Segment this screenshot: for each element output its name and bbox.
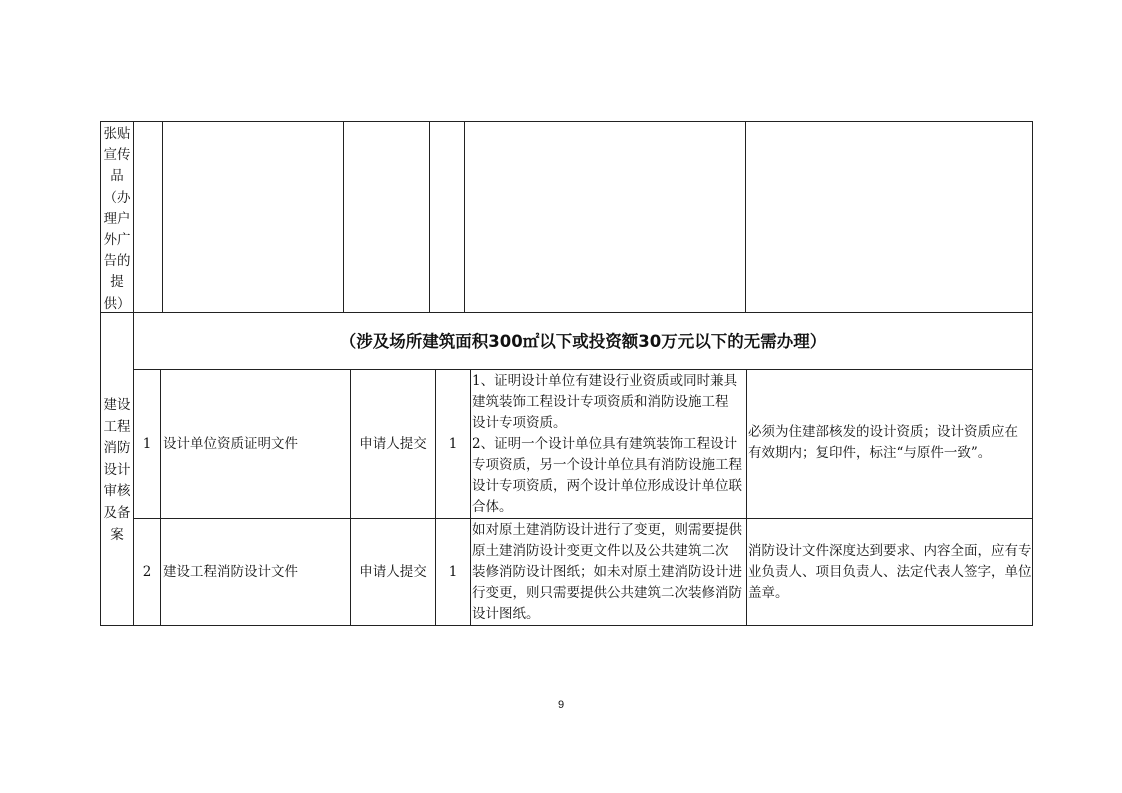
material-requirement: 如对原土建消防设计进行了变更，则需要提供 原土建消防设计变更文件以及公共建筑二次 装修消防设计图纸；如未对原土建消防设计进 行变更，则只需要提供公共建筑二次装修消防 设计图纸。 bbox=[472, 522, 742, 622]
col-line bbox=[745, 121, 746, 313]
col-line bbox=[133, 121, 134, 313]
col-line bbox=[343, 121, 344, 313]
material-name: 建设工程消防设计文件 bbox=[163, 563, 298, 580]
material-source: 申请人提交 bbox=[359, 563, 427, 580]
copy-count: 1 bbox=[448, 435, 458, 452]
table-border-top bbox=[100, 121, 1033, 122]
page-number: 9 bbox=[557, 699, 565, 711]
row-number: 1 bbox=[142, 435, 152, 452]
col-line bbox=[162, 121, 163, 313]
remark: 消防设计文件深度达到要求、内容全面，应有专 业负责人、项目负责人、法定代表人签字，单位 盖章。 bbox=[748, 543, 1032, 601]
remark: 必须为住建部核发的设计资质；设计资质应在 有效期内；复印件，标注“与原件一致”。 bbox=[748, 424, 1018, 461]
material-name: 设计单位资质证明文件 bbox=[163, 435, 298, 452]
table-border-right bbox=[1032, 121, 1033, 626]
material-source: 申请人提交 bbox=[359, 435, 427, 452]
table-border-bottom bbox=[100, 625, 1033, 626]
exemption-note: （涉及场所建筑面积300㎡以下或投资额30万元以下的无需办理） bbox=[339, 331, 827, 351]
copy-count: 1 bbox=[448, 563, 458, 580]
material-requirement: 1、证明设计单位有建设行业资质或同时兼具 建筑装饰工程设计专项资质和消防设施工程 设计专项资质。 2、证明一个设计单位具有建筑装饰工程设计 专项资质，另一个设计单位具有消防设施工程 设计专项资质，两个设计单位形成设计单位联 合体。 bbox=[472, 373, 742, 515]
col-line bbox=[429, 121, 430, 313]
row-number: 2 bbox=[142, 563, 152, 580]
col-line bbox=[464, 121, 465, 313]
section-label: 张贴 宣传 品 （办 理户 外广 告的 提 供） bbox=[103, 126, 131, 312]
section-label: 建设 工程 消防 设计 审核 及备 案 bbox=[103, 397, 131, 543]
